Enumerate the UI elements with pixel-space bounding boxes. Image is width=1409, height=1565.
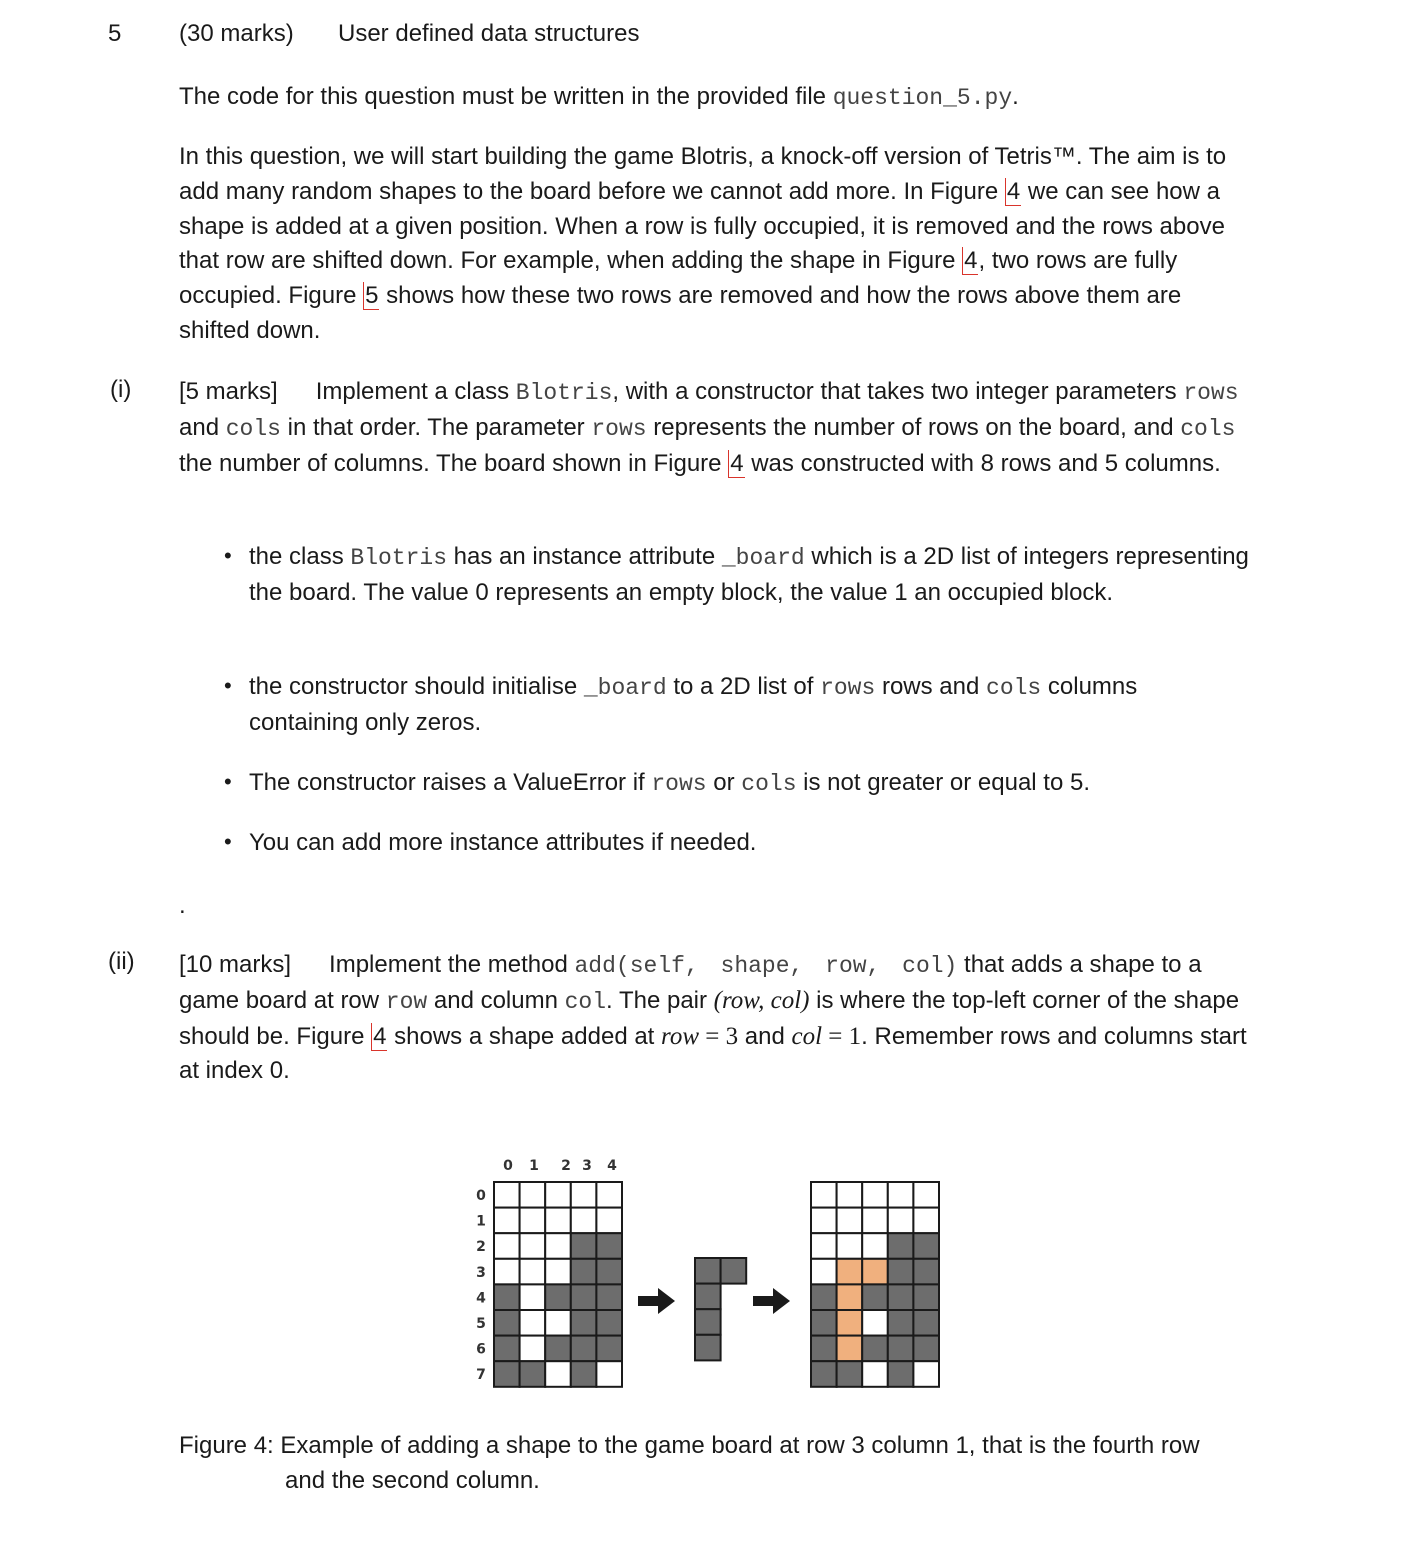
- board-before-cell: [571, 1361, 597, 1387]
- filename: question_5.py: [832, 85, 1013, 111]
- board-after-cell: [888, 1284, 914, 1310]
- bullet-item: the constructor should initialise _board to a 2D list of rows rows and cols columns containing only zeros.: [249, 673, 1138, 736]
- board-after-cell: [837, 1310, 863, 1336]
- row-label: 3: [476, 1264, 486, 1281]
- part-ii-marks: [10 marks]: [179, 951, 292, 978]
- board-before-cell: [596, 1310, 622, 1336]
- board-before-cell: [520, 1336, 546, 1362]
- shape-cell: [721, 1258, 747, 1284]
- board-after-cell: [913, 1284, 939, 1310]
- board-before-cell: [494, 1336, 520, 1362]
- board-before-cell: [596, 1284, 622, 1310]
- board-before-cell: [571, 1284, 597, 1310]
- board-after-cell: [913, 1233, 939, 1259]
- board-after-cell: [837, 1208, 863, 1234]
- board-before-cell: [545, 1336, 571, 1362]
- board-before-cell: [520, 1182, 546, 1208]
- board-before-cell: [494, 1208, 520, 1234]
- board-after-cell: [862, 1336, 888, 1362]
- board-before-cell: [545, 1259, 571, 1285]
- bullet-item: The constructor raises a ValueError if rows or cols is not greater or equal to 5.: [249, 769, 1091, 797]
- board-before-cell: [545, 1361, 571, 1387]
- bullet-item: the class Blotris has an instance attribute _board which is a 2D list of integers representing the board. The value 0 represents an empty block, the value 1 an occupied block.: [249, 543, 1249, 606]
- board-after-cell: [837, 1284, 863, 1310]
- board-before-cell: [571, 1310, 597, 1336]
- board-before-cell: [596, 1336, 622, 1362]
- shape-cell: [695, 1309, 721, 1335]
- board-before-cell: [520, 1208, 546, 1234]
- bullet-icon: •: [224, 829, 232, 854]
- board-before-cell: [494, 1259, 520, 1285]
- intro-paragraph: In this question, we will start building the game Blotris, a knock-off version of Tetris™. The aim is to add many random shapes to the board before we cannot add more. In Figure 4 we can see how a shape is added at a given position. When a row is fully occupied, it is removed and the rows above that row are shifted down. For example, when adding the shape in Figure 4, two rows are fully occupied. Figure 5 shows how these two rows are removed and how the rows above them are shifted down.: [179, 143, 1227, 344]
- shape-piece: [695, 1258, 746, 1360]
- method-signature: add(self, shape, row, col): [574, 953, 958, 979]
- arrow-right-icon: [753, 1288, 790, 1314]
- board-after-cell: [862, 1310, 888, 1336]
- board-before-cell: [494, 1310, 520, 1336]
- board-before-cell: [596, 1361, 622, 1387]
- board-after-cell: [811, 1310, 837, 1336]
- part-i-label: (i): [110, 376, 132, 403]
- board-before-cell: [494, 1182, 520, 1208]
- shape-cell: [695, 1284, 721, 1310]
- board-after-cell: [837, 1361, 863, 1387]
- part-i-marks: [5 marks]: [179, 378, 278, 405]
- board-after-cell: [862, 1259, 888, 1285]
- figure-caption: Figure 4: Example of adding a shape to the game board at row 3 column 1, that is the fourth row and the second column.: [179, 1432, 1200, 1494]
- question-number: 5: [108, 20, 122, 47]
- board-before-cell: [494, 1361, 520, 1387]
- board-before-cell: [545, 1310, 571, 1336]
- board-after-cell: [862, 1361, 888, 1387]
- column-label: 1: [529, 1158, 539, 1174]
- board-after-cell: [862, 1208, 888, 1234]
- row-label: 1: [476, 1213, 486, 1230]
- column-label: 3: [582, 1158, 592, 1174]
- board-before-cell: [596, 1259, 622, 1285]
- part-ii-label: (ii): [108, 948, 135, 975]
- column-label: 0: [503, 1158, 513, 1174]
- column-label: 2: [561, 1158, 571, 1174]
- bullet-icon: •: [224, 543, 232, 568]
- board-after-cell: [862, 1233, 888, 1259]
- board-after-cell: [811, 1208, 837, 1234]
- row-label: 4: [476, 1290, 486, 1307]
- board-after-cell: [913, 1208, 939, 1234]
- board-after-cell: [888, 1310, 914, 1336]
- board-before-cell: [520, 1233, 546, 1259]
- board-after-cell: [913, 1182, 939, 1208]
- figure-ref-link[interactable]: 4: [730, 449, 744, 477]
- board-after-cell: [913, 1336, 939, 1362]
- board-after-cell: [888, 1182, 914, 1208]
- figure-ref-link[interactable]: 4: [1006, 177, 1021, 205]
- figure-ref-link[interactable]: 4: [373, 1022, 387, 1050]
- question-title: User defined data structures: [338, 20, 640, 47]
- board-after-cell: [811, 1361, 837, 1387]
- board-after-cell: [862, 1182, 888, 1208]
- board-after-cell: [888, 1336, 914, 1362]
- part-i-paragraph: [5 marks] Implement a class Blotris, with a constructor that takes two integer parameters rows and cols in that order. The parameter rows represents the number of rows on the board, and cols the number of columns. The board shown in Figure 4 was constructed with 8 rows and 5 columns.: [179, 378, 1239, 477]
- board-after-cell: [913, 1361, 939, 1387]
- figure-ref-link[interactable]: 4: [964, 247, 978, 275]
- board-before-cell: [545, 1233, 571, 1259]
- board-before: [494, 1182, 622, 1387]
- figure-4-diagram: [460, 1150, 960, 1395]
- bullet-icon: •: [224, 673, 232, 698]
- board-before-cell: [545, 1208, 571, 1234]
- question-marks: (30 marks): [179, 20, 294, 47]
- board-before-cell: [494, 1284, 520, 1310]
- arrow-right-icon: [638, 1288, 675, 1314]
- board-before-cell: [520, 1361, 546, 1387]
- column-label: 4: [607, 1158, 617, 1174]
- board-before-cell: [571, 1336, 597, 1362]
- board-after-cell: [913, 1259, 939, 1285]
- board-after-cell: [811, 1233, 837, 1259]
- shape-cell: [695, 1258, 721, 1284]
- board-after-cell: [811, 1336, 837, 1362]
- board-after-cell: [837, 1182, 863, 1208]
- board-before-cell: [520, 1284, 546, 1310]
- board-before-cell: [571, 1233, 597, 1259]
- board-after-cell: [811, 1259, 837, 1285]
- board-after-cell: [862, 1284, 888, 1310]
- board-after-cell: [811, 1182, 837, 1208]
- bullet-item: You can add more instance attributes if needed.: [249, 829, 757, 856]
- board-after-cell: [811, 1284, 837, 1310]
- board-before-cell: [520, 1310, 546, 1336]
- board-after-cell: [888, 1233, 914, 1259]
- bullet-icon: •: [224, 769, 232, 794]
- board-after-cell: [888, 1208, 914, 1234]
- board-before-cell: [596, 1208, 622, 1234]
- row-label: 6: [476, 1341, 486, 1358]
- figure-ref-link[interactable]: 5: [365, 282, 379, 310]
- board-before-cell: [571, 1182, 597, 1208]
- board-after-cell: [837, 1233, 863, 1259]
- board-after-cell: [837, 1259, 863, 1285]
- board-before-cell: [596, 1182, 622, 1208]
- shape-cell: [695, 1335, 721, 1361]
- board-before-cell: [520, 1259, 546, 1285]
- board-after-cell: [837, 1336, 863, 1362]
- board-after-cell: [888, 1259, 914, 1285]
- intro-file-line: The code for this question must be written in the provided file question_5.py.: [179, 83, 1019, 111]
- board-after: [811, 1182, 939, 1387]
- board-before-cell: [571, 1208, 597, 1234]
- board-before-cell: [545, 1284, 571, 1310]
- stray-dot: .: [179, 892, 186, 919]
- board-before-cell: [596, 1233, 622, 1259]
- board-before-cell: [571, 1259, 597, 1285]
- board-after-cell: [888, 1361, 914, 1387]
- board-after-cell: [913, 1310, 939, 1336]
- board-before-cell: [545, 1182, 571, 1208]
- part-ii-paragraph: [10 marks] Implement the method add(self, shape, row, col) that adds a shape to a game board at row row and column col. The pair (row, col) is where the top-left corner of the shape should be. Figure 4 shows a shape added at row = 3 and col = 1. Remember rows and columns start at index 0.: [179, 951, 1247, 1085]
- row-label: 0: [476, 1188, 486, 1204]
- board-before-cell: [494, 1233, 520, 1259]
- row-label: 2: [476, 1239, 486, 1256]
- row-label: 5: [476, 1316, 486, 1332]
- row-label: 7: [476, 1367, 486, 1384]
